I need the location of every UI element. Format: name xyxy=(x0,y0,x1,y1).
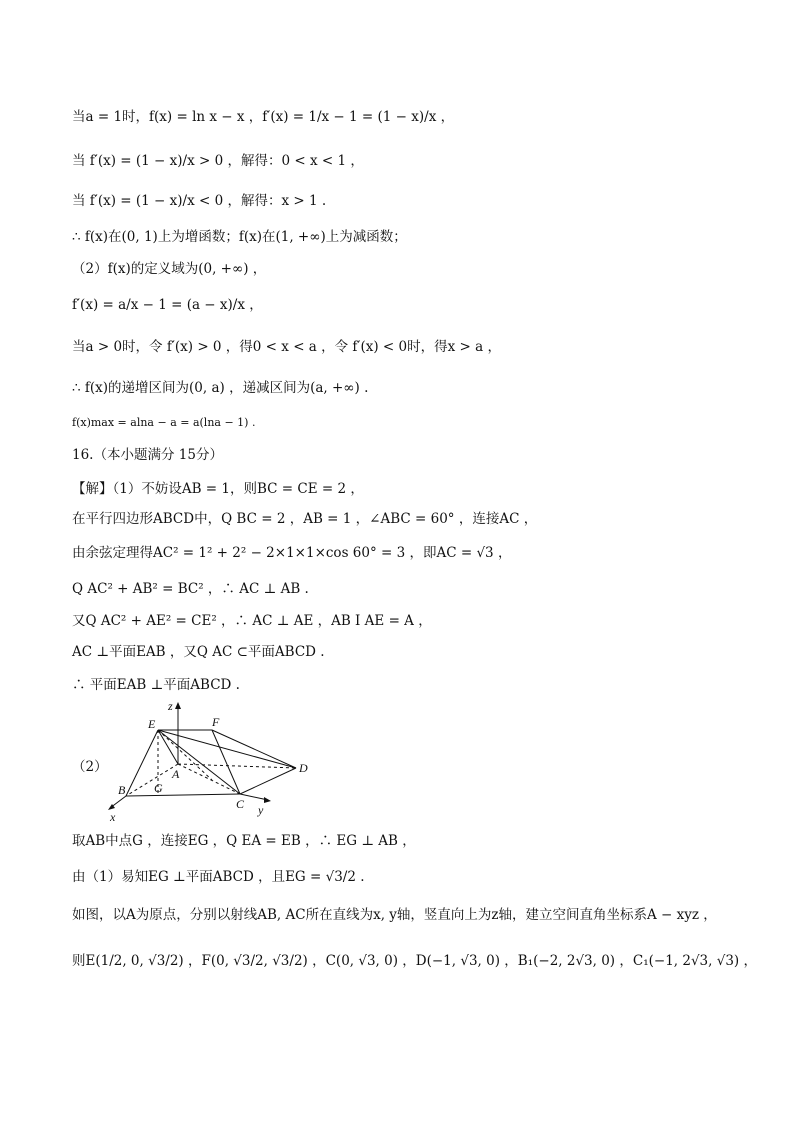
point-D: D xyxy=(299,761,308,775)
point-B: B xyxy=(118,783,126,797)
line-4: ∴ f(x)在(0, 1)上为增函数；f(x)在(1, +∞)上为减函数； xyxy=(72,229,407,245)
line-8: ∴ f(x)的递增区间为(0, a) ，递减区间为(a, +∞) . xyxy=(72,380,369,396)
line-10: 16.（本小题满分 15分） xyxy=(72,447,223,463)
y-axis xyxy=(240,794,268,800)
edge-AD xyxy=(178,764,296,768)
line-3: 当 f′(x) = (1 − x)/x < 0 ，解得：x > 1 . xyxy=(72,193,327,209)
line-18: 取AB中点G ，连接EG ，Q EA = EB ，∴ EG ⊥ AB ， xyxy=(72,833,416,849)
edge-FC xyxy=(212,730,240,794)
line-7: 当a > 0时，令 f′(x) > 0 ，得0 < x < a ，令 f′(x) < 0时，得x > a ， xyxy=(72,339,501,355)
edge-BC xyxy=(126,794,240,796)
line-13: 由余弦定理得AC² = 1² + 2² − 2×1×1×cos 60° = 3 ，即AC = √3 ， xyxy=(72,545,512,561)
edge-EC xyxy=(158,730,240,794)
edge-FD xyxy=(212,730,296,768)
figure-svg xyxy=(72,700,332,822)
point-F: F xyxy=(212,715,220,729)
line-20: 如图，以A为原点，分别以射线AB, AC所在直线为x, y轴，竖直向上为z轴，建立空间直角坐标系A − xyz ， xyxy=(72,907,717,923)
y-arrow xyxy=(264,797,271,803)
geometry-figure xyxy=(72,700,332,822)
edge-ED xyxy=(158,730,296,768)
point-C: C xyxy=(236,797,245,811)
line-2: 当 f′(x) = (1 − x)/x > 0 ，解得：0 < x < 1 ， xyxy=(72,153,364,169)
line-14: Q AC² + AB² = BC² ，∴ AC ⊥ AB . xyxy=(72,581,309,597)
line-9: f(x)max = alna − a = a(lna − 1) . xyxy=(72,416,256,429)
line-21: 则E(1/2, 0, √3/2) ，F(0, √3/2, √3/2) ，C(0, √3, 0) ，D(−1, √3, 0) ，B₁(−2, 2√3, 0) ，C₁(−1, 2√3, √3) ， xyxy=(72,953,757,969)
axis-z-label: z xyxy=(168,700,173,713)
edge-CD xyxy=(240,768,296,794)
axis-x-label: x xyxy=(110,810,116,822)
line-6: f′(x) = a/x − 1 = (a − x)/x ， xyxy=(72,297,263,313)
line-12: 在平行四边形ABCD中，Q BC = 2 ，AB = 1 ，∠ABC = 60° ，连接AC ， xyxy=(72,511,538,527)
line-1: 当a = 1时，f(x) = ln x − x ，f′(x) = 1/x − 1 = (1 − x)/x ， xyxy=(72,109,455,125)
line-11: 【解】（1）不妨设AB = 1，则BC = CE = 2 ， xyxy=(72,481,364,497)
line-16: AC ⊥平面EAB ，又Q AC ⊂平面ABCD . xyxy=(72,644,325,660)
point-G: G xyxy=(154,781,163,795)
line-5: （2）f(x)的定义域为(0, +∞) ， xyxy=(72,261,267,277)
figure-label: （2） xyxy=(72,759,108,775)
line-15: 又Q AC² + AE² = CE² ，∴ AC ⊥ AE ，AB I AE = A ， xyxy=(72,613,432,629)
point-E: E xyxy=(148,717,156,731)
line-19: 由（1）易知EG ⊥平面ABCD ，且EG = √3/2 . xyxy=(72,869,365,885)
z-arrow xyxy=(175,702,181,709)
point-A: A xyxy=(172,767,180,781)
line-17: ∴ 平面EAB ⊥平面ABCD . xyxy=(72,677,240,693)
edge-AC xyxy=(178,764,240,794)
axis-y-label: y xyxy=(258,803,264,817)
